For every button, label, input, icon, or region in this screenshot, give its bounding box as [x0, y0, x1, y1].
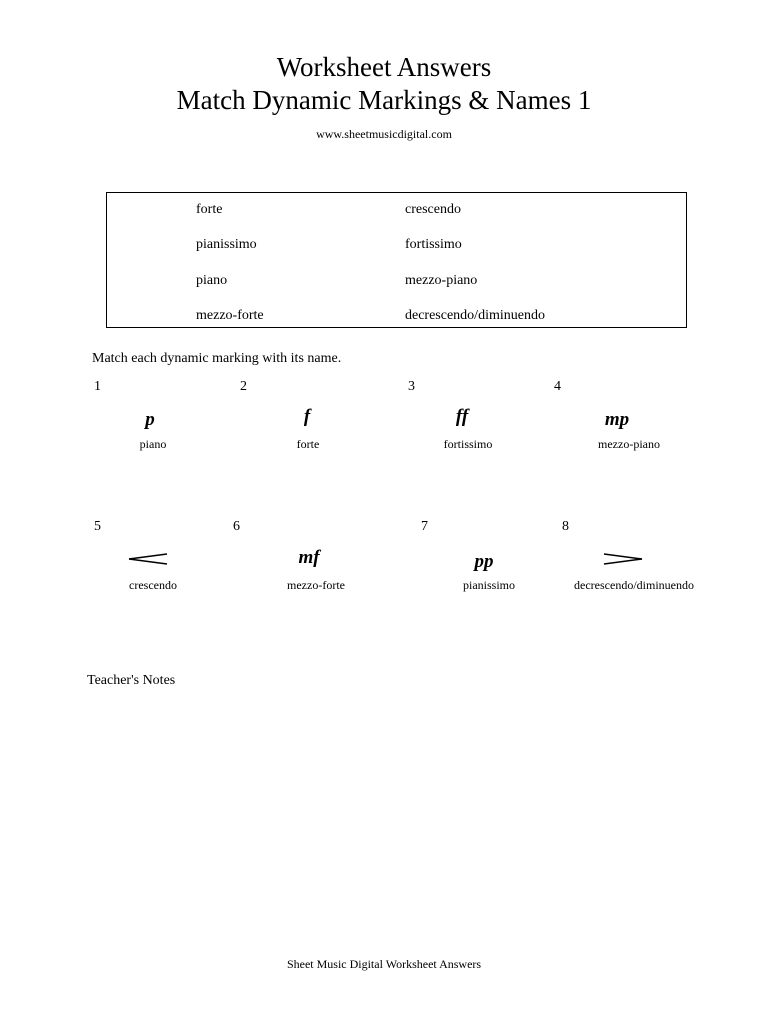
- website-url: www.sheetmusicdigital.com: [316, 127, 452, 141]
- word-bank: [106, 192, 687, 328]
- dynamic-marking-symbol: p: [145, 409, 155, 430]
- word-bank-item: mezzo-piano: [405, 273, 478, 288]
- dynamic-marking-symbol: f: [303, 406, 311, 427]
- word-bank-item: piano: [196, 273, 228, 288]
- page-subtitle: Match Dynamic Markings & Names 1: [176, 85, 592, 115]
- dynamic-marking-name: mezzo-forte: [287, 578, 345, 592]
- item-number: 4: [554, 379, 561, 394]
- word-bank-item: fortissimo: [405, 237, 462, 252]
- dynamic-marking-name: piano: [139, 437, 167, 451]
- word-bank-item: forte: [196, 202, 223, 217]
- page-title: Worksheet Answers: [276, 52, 492, 82]
- dynamic-marking-name: decrescendo/diminuendo: [574, 578, 694, 592]
- dynamic-marking-name: fortissimo: [443, 437, 493, 451]
- item-number: 1: [94, 379, 101, 394]
- item-number: 7: [421, 519, 428, 534]
- item-number: 8: [562, 519, 569, 534]
- instructions: Match each dynamic marking with its name.: [92, 351, 342, 366]
- item-number: 5: [94, 519, 101, 534]
- dynamic-marking-symbol: ff: [455, 406, 469, 427]
- dynamic-marking-symbol: mp: [604, 409, 630, 430]
- word-bank-item: decrescendo/diminuendo: [405, 308, 545, 323]
- item-number: 2: [240, 379, 247, 394]
- decrescendo-hairpin-icon: [602, 551, 644, 567]
- word-bank-item: mezzo-forte: [196, 308, 264, 323]
- dynamic-marking-symbol: mf: [298, 547, 320, 568]
- dynamic-marking-name: pianissimo: [462, 578, 516, 592]
- crescendo-hairpin-icon: [127, 551, 169, 567]
- item-number: 6: [233, 519, 240, 534]
- dynamic-marking-name: mezzo-piano: [598, 437, 660, 451]
- word-bank-item: crescendo: [405, 202, 461, 217]
- word-bank-item: pianissimo: [196, 237, 257, 252]
- dynamic-marking-name: forte: [296, 437, 320, 451]
- dynamic-marking-name: crescendo: [129, 578, 177, 592]
- item-number: 3: [408, 379, 415, 394]
- dynamic-marking-symbol: pp: [474, 551, 494, 572]
- page-footer: Sheet Music Digital Worksheet Answers: [286, 957, 482, 971]
- teachers-notes-label: Teacher's Notes: [87, 673, 176, 688]
